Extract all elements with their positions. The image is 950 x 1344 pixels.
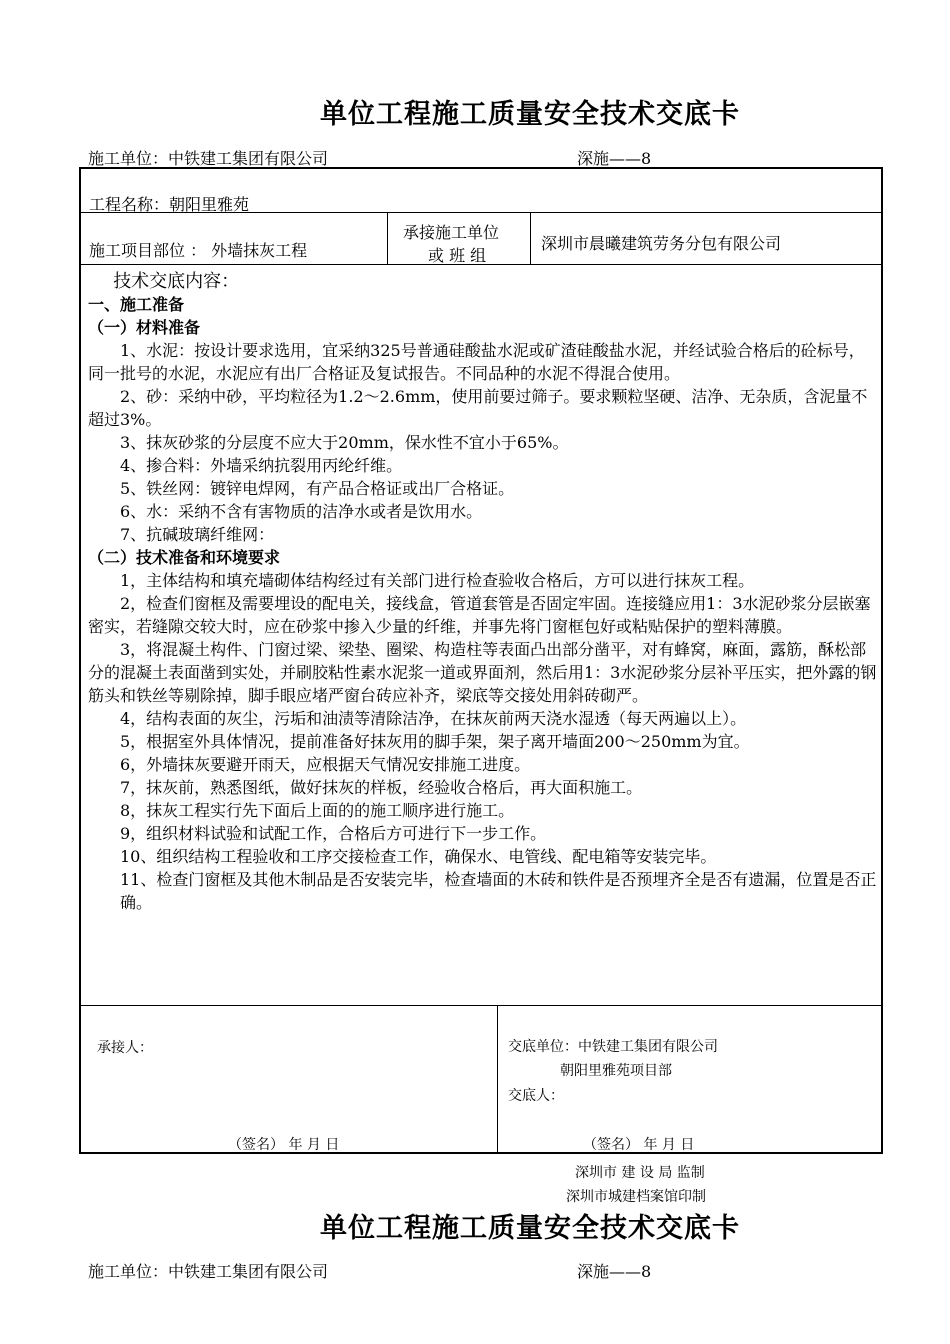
issuer-unit: 交底单位：中铁建工集团有限公司 [508, 1039, 718, 1055]
paragraph: 10、组织结构工程验收和工序交接检查工作，确保水、电管线、配电箱等安装完毕。 [120, 847, 717, 866]
left-signature-date: （签名） 年 月 日 [228, 1137, 340, 1153]
paragraph: 6、水：采纳不含有害物质的洁净水或者是饮用水。 [120, 502, 483, 521]
paragraph: 2，检查们窗框及需要埋设的配电关，接线盒，管道套管是否固定牢固。连接缝应用1：3水泥砂浆分层嵌塞密实，若缝隙交较大时，应在砂浆中掺入少量的纤维，并事先将门窗框包好或粘贴保护的塑料薄膜。 [88, 594, 871, 636]
col-divider [530, 212, 531, 264]
paragraph: 3，将混凝土构件、门窗过梁、梁垫、圈梁、构造柱等表面凸出部分凿平，对有蜂窝，麻面，露筋，酥松部分的混凝土表面凿到实处，并刷胶粘性素水泥浆一道或界面剂，然后用1：3水泥砂浆分层补平压实，把外露的钢筋头和铁丝等剔除掉，脚手眼应堵严窗台砖应补齐，梁底等交接处用斜砖砌严。 [88, 640, 877, 705]
receiver-value: 深圳市晨曦建筑劳务分包有限公司 [541, 234, 782, 253]
row-divider [80, 1005, 882, 1006]
project-name: 工程名称：朝阳里雅苑 [89, 195, 250, 214]
subsection-heading: （一）材料准备 [88, 318, 201, 337]
receiver-signature-label: 承接人： [97, 1040, 153, 1056]
paragraph: 9，组织材料试验和试配工作，合格后方可进行下一步工作。 [120, 824, 547, 843]
page-title: 单位工程施工质量安全技术交底卡 [320, 99, 740, 130]
paragraph: 7、抗碱玻璃纤维网： [120, 525, 275, 544]
project-department: 施工项目部位 ： 外墙抹灰工程 [89, 241, 308, 260]
paragraph: 5、铁丝网：镀锌电焊网，有产品合格证或出厂合格证。 [120, 479, 515, 498]
footer-supervisor: 深圳市 建 设 局 监制 [575, 1165, 705, 1181]
right-signature-date: （签名） 年 月 日 [583, 1137, 695, 1153]
paragraph: 11、检查门窗框及其他木制品是否安装完毕，检查墙面的木砖和铁件是否预埋齐全是否有遗漏，位置是否正确。 [120, 870, 877, 912]
subsection-heading: （二）技术准备和环境要求 [88, 548, 281, 567]
form-code-repeat: 深施——8 [577, 1262, 652, 1281]
receiver-label-2: 或 班 组 [428, 246, 487, 265]
paragraph: 2、砂：采纳中砂，平均粒径为1.2～2.6mm，使用前要过筛子。要求颗粒坚硬、洁净、无杂质，含泥量不超过3%。 [88, 387, 868, 429]
col-divider [497, 1005, 498, 1153]
issuer-signature-label: 交底人： [508, 1088, 564, 1104]
paragraph: 8，抹灰工程实行先下面后上面的的施工顺序进行施工。 [120, 801, 515, 820]
form-code: 深施——8 [577, 149, 652, 168]
content-intro: 技术交底内容： [113, 271, 240, 292]
issuer-department: 朝阳里雅苑项目部 [560, 1063, 672, 1079]
col-divider [387, 212, 388, 264]
paragraph: 3、抹灰砂浆的分层度不应大于20mm，保水性不宜小于65%。 [120, 433, 569, 452]
paragraph: 1、水泥：按设计要求选用，宜采纳325号普通硅酸盐水泥或矿渣硅酸盐水泥，并经试验合格后的砼标号，同一批号的水泥，水泥应有出厂合格证及复试报告。不同品种的水泥不得混合使用。 [88, 341, 865, 383]
paragraph: 6，外墙抹灰要避开雨天，应根据天气情况安排施工进度。 [120, 755, 531, 774]
paragraph: 7，抹灰前，熟悉图纸，做好抹灰的样板，经验收合格后，再大面积施工。 [120, 778, 643, 797]
paragraph: 5，根据室外具体情况，提前准备好抹灰用的脚手架，架子离开墙面200～250mm为宜。 [120, 732, 750, 751]
receiver-label: 承接施工单位 [403, 223, 500, 242]
paragraph: 4、掺合料：外墙采纳抗裂用丙纶纤维。 [120, 456, 403, 475]
page-title-repeat: 单位工程施工质量安全技术交底卡 [320, 1213, 740, 1244]
construction-unit-repeat: 施工单位：中铁建工集团有限公司 [88, 1262, 329, 1281]
footer-printer: 深圳市城建档案馆印制 [566, 1189, 706, 1205]
section-heading: 一、施工准备 [88, 295, 185, 314]
construction-unit: 施工单位：中铁建工集团有限公司 [88, 149, 329, 168]
technical-content [88, 270, 878, 914]
paragraph: 4，结构表面的灰尘，污垢和油渍等清除洁净，在抹灰前两天浇水湿透（每天两遍以上）。 [120, 709, 747, 728]
paragraph: 1，主体结构和填充墙砌体结构经过有关部门进行检查验收合格后，方可以进行抹灰工程。 [120, 571, 755, 590]
